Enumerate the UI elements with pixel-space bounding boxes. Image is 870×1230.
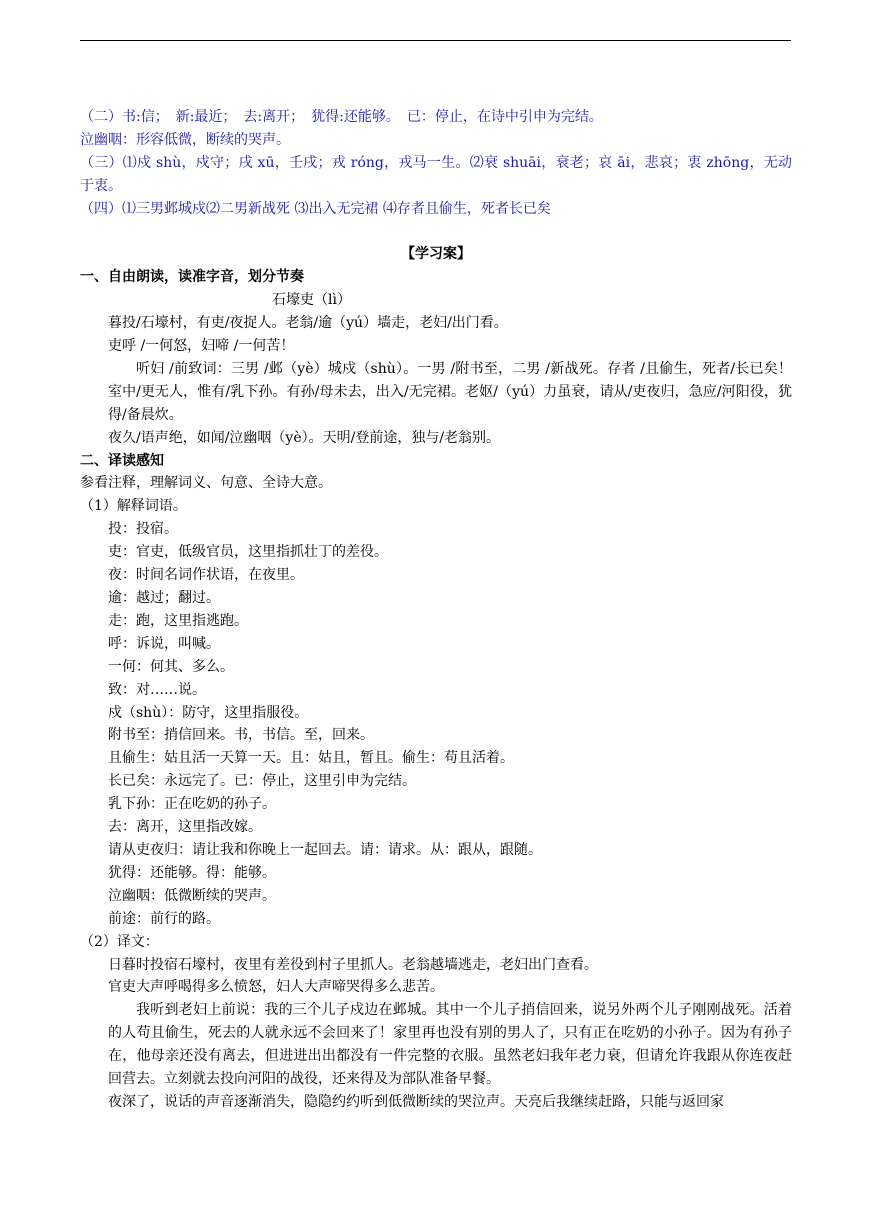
- part2-heading: 二、译读感知: [80, 452, 164, 469]
- answer-4: （四）⑴三男邺城戍⑵二男新战死 ⑶出入无完裙 ⑷存者且偷生，死者长已矣: [80, 200, 551, 217]
- word-gloss: 夜：时间名词作状语，在夜里。: [108, 567, 304, 584]
- answer-2b: 泣幽咽：形容低微，断续的哭声。: [80, 131, 290, 148]
- poem-line: 吏呼 /一何怒，妇啼 /一何苦！: [108, 338, 295, 355]
- word-gloss: 致：对……说。: [108, 681, 206, 698]
- poem-line: 暮投/石壕村，有吏/夜捉人。老翁/逾（yú）墙走，老妇/出门看。: [108, 315, 508, 332]
- poem-title: 石壕吏（lì）: [272, 292, 351, 309]
- word-gloss: 泣幽咽：低微断续的哭声。: [108, 887, 276, 904]
- translation-para: 夜深了，说话的声音逐渐消失，隐隐约约听到低微断续的哭泣声。天亮后我继续赶路，只能与返回家: [108, 1093, 724, 1110]
- word-gloss: 吏：官吏，低级官员，这里指抓壮丁的差役。: [108, 544, 388, 561]
- answer-3: （三）⑴戍 shù，戍守；戌 xū，壬戌；戎 róng，戎马一生。⑵衰 shuāi，衰老；哀 āi，悲哀；衷 zhōng，无动于衷。: [80, 154, 792, 194]
- answer-2: （二）书:信； 新:最近； 去:离开； 犹得:还能够。 已：停止，在诗中引申为完结。: [80, 109, 603, 125]
- word-gloss: 逾：越过；翻过。: [108, 590, 220, 607]
- document-body: [80, 106, 792, 1114]
- word-gloss: 去：离开，这里指改嫁。: [108, 819, 262, 836]
- translation-para: 日暮时投宿石壕村，夜里有差役到村子里抓人。老翁越墙逃走，老妇出门查看。: [108, 956, 598, 973]
- word-gloss: 犹得：还能够。得：能够。: [108, 864, 276, 881]
- word-gloss: 且偷生：姑且活一天算一天。且：姑且，暂且。偷生：苟且活着。: [108, 750, 514, 767]
- sub-heading-2: （2）译文：: [80, 933, 159, 950]
- word-gloss: 请从吏夜归：请让我和你晚上一起回去。请：请求。从：跟从，跟随。: [108, 841, 542, 858]
- word-gloss: 一何：何其、多么。: [108, 658, 234, 675]
- word-gloss: 附书至：捎信回来。书，书信。至，回来。: [108, 727, 374, 744]
- word-gloss: 呼：诉说，叫喊。: [108, 635, 220, 652]
- translation-para: 官吏大声呼喝得多么愤怒，妇人大声啼哭得多么悲苦。: [108, 979, 444, 996]
- spacer: [80, 221, 792, 244]
- header-rule: [80, 40, 791, 41]
- section-title: 【学习案】: [401, 246, 471, 263]
- word-gloss: 投：投宿。: [108, 521, 178, 538]
- part1-heading: 一、自由朗读，读准字音，划分节奏: [80, 269, 304, 286]
- translation-para: 我听到老妇上前说：我的三个儿子戍边在邺城。其中一个儿子捎信回来，说另外两个儿子刚刚战死。活着的人苟且偷生，死去的人就永远不会回来了！家里再也没有别的男人了，只有正在吃奶的小孙子。因为有孙子在，他母亲还没有离去，但进进出出都没有一件完整的衣服。虽然老妇我年老力衰，但请允许我跟从你连夜赶回营去。立刻就去投向河阳的战役，还来得及为部队准备早餐。: [108, 1002, 792, 1088]
- word-gloss: 长已矣：永远完了。已：停止，这里引申为完结。: [108, 773, 416, 790]
- word-gloss: 走：跑，这里指逃跑。: [108, 612, 248, 629]
- poem-line: 夜久/语声绝，如闻/泣幽咽（yè）。天明/登前途，独与/老翁别。: [108, 429, 501, 446]
- word-gloss: 戍（shù）：防守，这里指服役。: [108, 704, 309, 721]
- part2-intro: 参看注释，理解词义、句意、全诗大意。: [80, 475, 332, 492]
- sub-heading-1: （1）解释词语。: [80, 498, 187, 515]
- word-gloss: 乳下孙：正在吃奶的孙子。: [108, 796, 276, 813]
- poem-line: 听妇 /前致词：三男 /邺（yè）城戍（shù）。一男 /附书至，二男 /新战死。存者 /且偷生，死者/长已矣！室中/更无人，惟有/乳下孙。有孙/母未去，出入/无完裙。老妪/（yú）力虽衰，请从/吏夜归，急应/河阳役，犹得/备晨炊。: [108, 360, 792, 423]
- word-gloss: 前途：前行的路。: [108, 910, 220, 927]
